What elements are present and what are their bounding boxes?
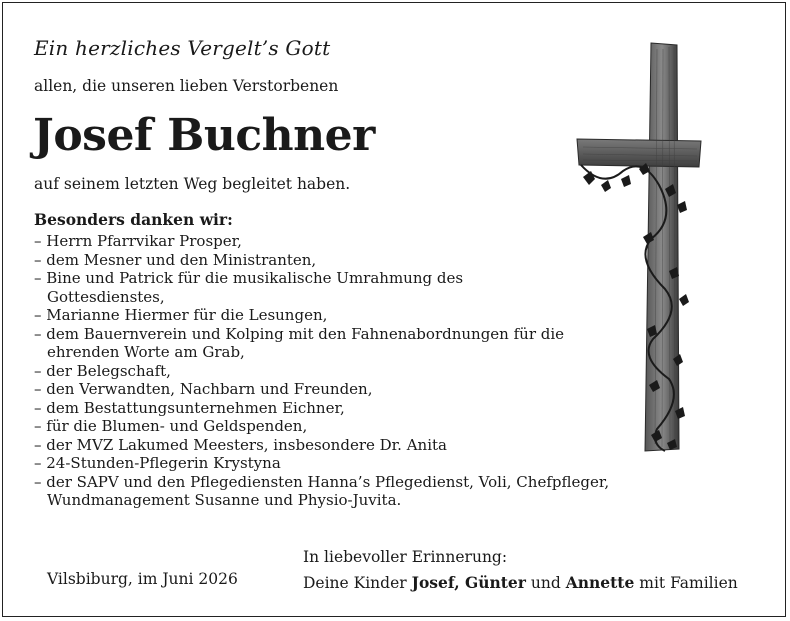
thanks-item: – dem Bauernverein und Kolping mit den Fahnenabordnungen für die ehrenden Worte am Grab, bbox=[34, 324, 565, 361]
thanks-item: – Herrn Pfarrvikar Prosper, bbox=[34, 232, 242, 250]
thanks-item: – Marianne Hiermer für die Lesungen, bbox=[34, 306, 328, 324]
family-prefix: Deine Kinder bbox=[303, 574, 407, 592]
thanks-item: – der SAPV und den Pflegediensten Hanna’s Pflegedienst, Voli, Chefpfleger, Wundmanagement Susanne und Physio-Juvita. bbox=[34, 472, 610, 509]
remembrance-line: In liebevoller Erinnerung: bbox=[303, 548, 508, 566]
heading: Ein herzliches Vergelt’s Gott bbox=[34, 36, 331, 60]
thanks-item: – dem Bestattungsunternehmen Eichner, bbox=[34, 398, 345, 417]
cross-with-ivy-image bbox=[573, 39, 703, 459]
deceased-name: Josef Buchner bbox=[33, 110, 375, 161]
family-names-1: Josef, Günter bbox=[411, 573, 526, 592]
thanks-item: – der Belegschaft, bbox=[34, 361, 171, 380]
place-date: Vilsbiburg, im Juni 2026 bbox=[47, 570, 238, 588]
signature-block bbox=[303, 545, 738, 596]
thanks-title: Besonders danken wir: bbox=[34, 210, 233, 229]
intro-text: allen, die unseren lieben Verstorbenen bbox=[34, 77, 339, 95]
family-line bbox=[303, 570, 738, 596]
family-names-2: Annette bbox=[565, 573, 635, 592]
thanks-item: – den Verwandten, Nachbarn und Freunden, bbox=[34, 380, 373, 398]
thanks-item: – der MVZ Lakumed Meesters, insbesondere Dr. Anita bbox=[34, 435, 447, 454]
thanks-item: – 24-Stunden-Pflegerin Krystyna bbox=[34, 454, 281, 472]
thanks-item: – Bine und Patrick für die musikalische Umrahmung des Gottesdienstes, bbox=[34, 269, 464, 306]
outro-text: auf seinem letzten Weg begleitet haben. bbox=[34, 175, 351, 193]
thanks-item: – für die Blumen- und Geldspenden, bbox=[34, 417, 308, 435]
family-suffix: mit Familien bbox=[639, 574, 738, 592]
thanks-item: – dem Mesner und den Ministranten, bbox=[34, 250, 317, 269]
family-and: und bbox=[530, 574, 561, 592]
obituary-card bbox=[2, 2, 786, 617]
